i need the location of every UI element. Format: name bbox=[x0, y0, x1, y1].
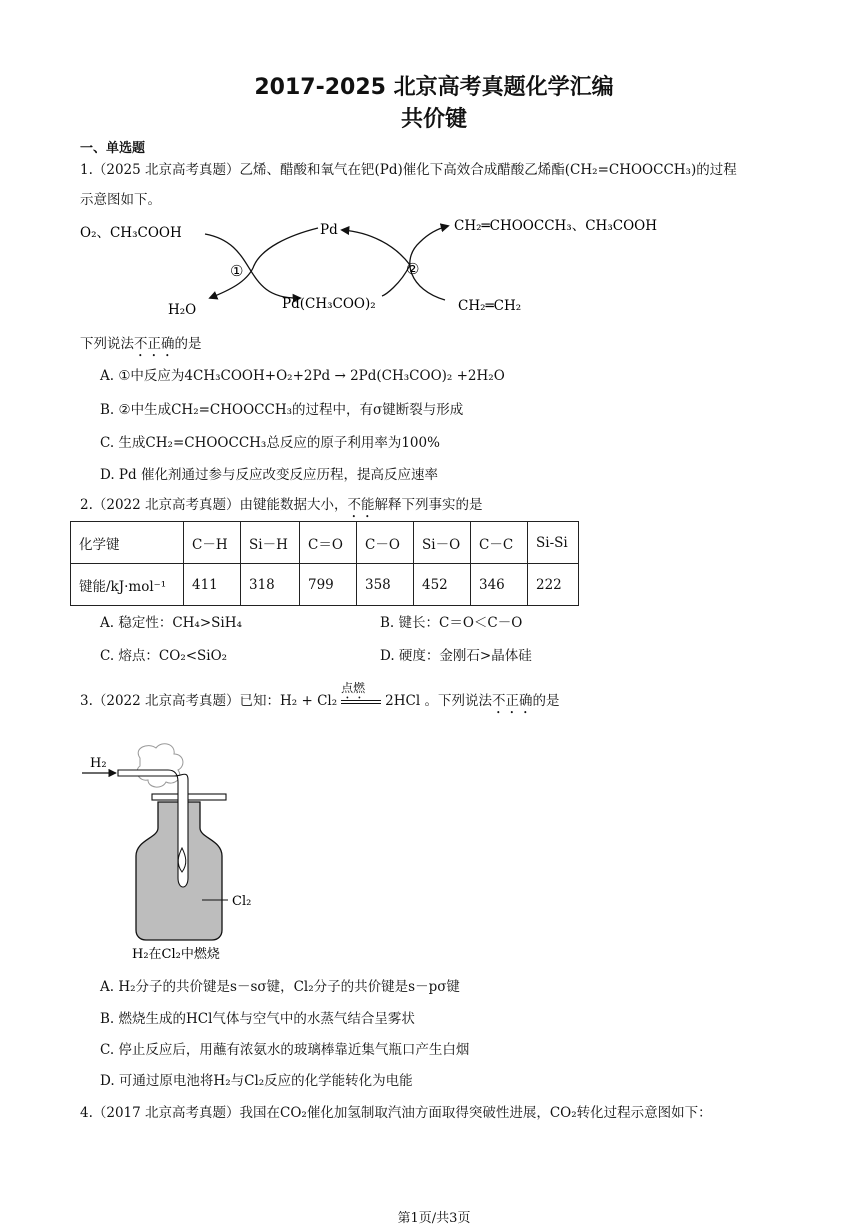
q1-label-water: H₂O bbox=[168, 302, 197, 318]
table-cell: Si-Si bbox=[528, 522, 579, 564]
q1-step1-marker: ① bbox=[230, 262, 244, 280]
table-cell: 222 bbox=[528, 564, 579, 606]
q1-label-pd-acetate: Pd(CH₃COO)₂ bbox=[282, 296, 376, 312]
bond-energy-table bbox=[70, 521, 579, 606]
section-heading: 一、单选题 bbox=[80, 141, 146, 156]
q3-cl2-label: Cl₂ bbox=[232, 894, 252, 909]
q2-option-d: D. 硬度：金刚石>晶体硅 bbox=[380, 648, 532, 664]
q3-figure-caption: H₂在Cl₂中燃烧 bbox=[132, 947, 220, 962]
table-cell: 化学键 bbox=[71, 522, 184, 564]
table-cell: C＝O bbox=[300, 522, 357, 564]
q1-label-o2-acid: O₂、CH₃COOH bbox=[80, 225, 182, 241]
table-cell: 358 bbox=[357, 564, 414, 606]
q3-h2-label: H₂ bbox=[90, 756, 107, 771]
q1-question: 下列说法不正确的是 bbox=[80, 336, 202, 352]
table-cell: 键能/kJ·mol⁻¹ bbox=[71, 564, 184, 606]
q2-option-b: B. 键长：C＝O＜C－O bbox=[380, 615, 523, 631]
q1-catalytic-cycle-diagram bbox=[70, 210, 710, 322]
q3-option-c: C. 停止反应后，用蘸有浓氨水的玻璃棒靠近集气瓶口产生白烟 bbox=[100, 1042, 470, 1058]
table-row bbox=[71, 522, 579, 564]
table-cell: C－H bbox=[184, 522, 241, 564]
page-title: 2017-2025 北京高考真题化学汇编 bbox=[254, 75, 614, 100]
q3-apparatus-figure bbox=[78, 740, 268, 962]
q1-option-d: D. Pd 催化剂通过参与反应改变反应历程，提高反应速率 bbox=[100, 467, 438, 483]
q1-option-c: C. 生成CH₂=CHOOCCH₃总反应的原子利用率为100% bbox=[100, 435, 440, 451]
table-cell: Si－O bbox=[414, 522, 471, 564]
q3-option-d: D. 可通过原电池将H₂与Cl₂反应的化学能转化为电能 bbox=[100, 1073, 413, 1089]
q1-step2-marker: ② bbox=[406, 260, 420, 278]
q3-smoke-icon bbox=[137, 744, 183, 787]
q2-option-a: A. 稳定性：CH₄>SiH₄ bbox=[100, 615, 242, 631]
q3-option-b: B. 燃烧生成的HCl气体与空气中的水蒸气结合呈雾状 bbox=[100, 1011, 415, 1027]
table-cell: C－O bbox=[357, 522, 414, 564]
q1-label-products: CH₂═CHOOCCH₃、CH₃COOH bbox=[454, 218, 657, 234]
q1-arc-reactants-arrow bbox=[205, 234, 300, 298]
q1-label-pd: Pd bbox=[320, 222, 338, 238]
page-subtitle: 共价键 bbox=[400, 107, 467, 132]
table-cell: 346 bbox=[471, 564, 528, 606]
q1-arc-pd-line bbox=[253, 228, 318, 268]
q1-arc-pd-return-arrow bbox=[342, 230, 410, 265]
q2-question: 2.（2022 北京高考真题）由键能数据大小，不能解释下列事实的是 bbox=[80, 497, 483, 513]
table-cell: 411 bbox=[184, 564, 241, 606]
q1-stem-line1: 1.（2025 北京高考真题）乙烯、醋酸和氧气在钯(Pd)催化下高效合成醋酸乙烯酯(CH₂=CHOOCCH₃)的过程 bbox=[80, 162, 737, 178]
table-cell: 318 bbox=[241, 564, 300, 606]
table-cell: 799 bbox=[300, 564, 357, 606]
table-cell: 452 bbox=[414, 564, 471, 606]
page-footer: 第1页/共3页 bbox=[397, 1211, 471, 1226]
table-cell: Si－H bbox=[241, 522, 300, 564]
q3-reaction-arrow: 点燃 bbox=[337, 693, 385, 709]
table-cell: C－C bbox=[471, 522, 528, 564]
q3-question: 3.（2022 北京高考真题）已知：H₂ + Cl₂ 点燃 2HCl 。下列说法不正确的是 bbox=[80, 681, 560, 709]
q1-stem-line2: 示意图如下。 bbox=[80, 192, 161, 208]
q4-stem: 4.（2017 北京高考真题）我国在CO₂催化加氢制取汽油方面取得突破性进展，CO₂转化过程示意图如下： bbox=[80, 1105, 712, 1121]
q3-glass-plate bbox=[152, 794, 226, 800]
q1-label-ethylene: CH₂═CH₂ bbox=[458, 298, 522, 314]
q1-option-a: A. ①中反应为4CH₃COOH+O₂+2Pd → 2Pd(CH₃COO)₂ +2H₂O bbox=[100, 368, 505, 384]
q3-option-a: A. H₂分子的共价键是s－sσ键，Cl₂分子的共价键是s－pσ键 bbox=[100, 979, 460, 995]
table-row bbox=[71, 564, 579, 606]
q2-option-c: C. 熔点：CO₂<SiO₂ bbox=[100, 648, 228, 664]
q1-option-b: B. ②中生成CH₂=CHOOCCH₃的过程中，有σ键断裂与形成 bbox=[100, 402, 464, 418]
